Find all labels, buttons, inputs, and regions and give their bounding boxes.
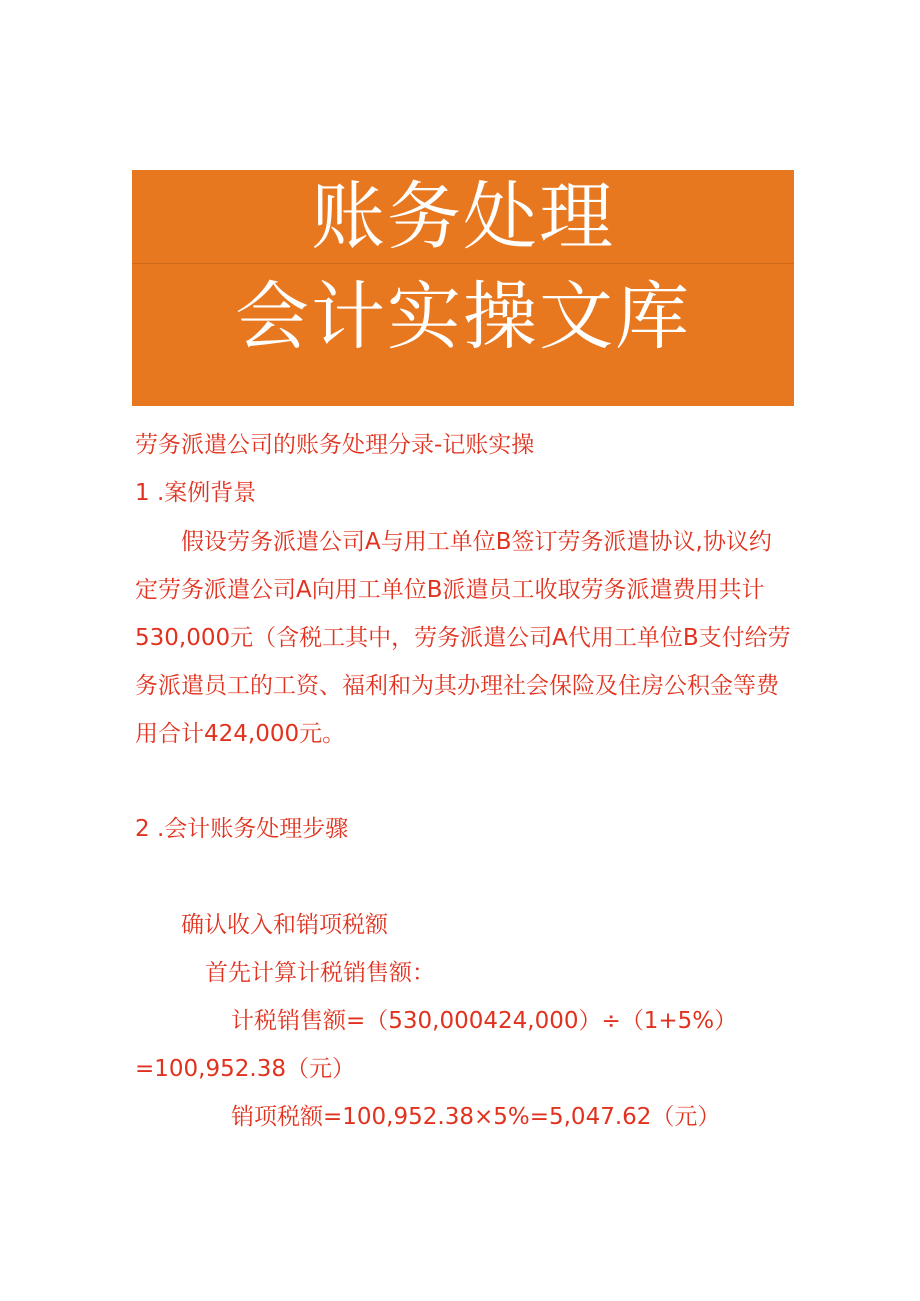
section1-heading: 1 .案例背景 <box>135 480 257 506</box>
paragraph-line-3: 530,000元（含税工其中，劳务派遣公司A代用工单位B支付给劳 <box>135 625 791 651</box>
section2-subheading: 确认收入和销项税额 <box>181 912 388 938</box>
formula-taxable-sales-result: =100,952.38（元） <box>135 1056 355 1082</box>
formula-taxable-sales: 计税销售额=（530,000424,000）÷（1+5%） <box>231 1008 738 1034</box>
section2-heading: 2 .会计账务处理步骤 <box>135 816 349 842</box>
paragraph-line-4: 务派遣员工的工资、福利和为其办理社会保险及住房公积金等费 <box>135 673 779 699</box>
banner-divider <box>132 263 794 264</box>
banner-title-line1: 账务处理 <box>311 174 615 260</box>
paragraph-line-1: 假设劳务派遣公司A与用工单位B签订劳务派遣协议,协议约 <box>181 529 772 555</box>
banner-title-line2: 会计实操文库 <box>235 274 691 360</box>
formula-output-tax: 销项税额=100,952.38×5%=5,047.62（元） <box>231 1104 721 1130</box>
paragraph-line-5: 用合计424,000元。 <box>135 721 346 747</box>
step-intro: 首先计算计税销售额： <box>205 960 435 986</box>
section1-paragraph <box>135 518 791 758</box>
document-title: 劳务派遣公司的账务处理分录-记账实操 <box>135 432 535 458</box>
paragraph-line-2: 定劳务派遣公司A向用工单位B派遣员工收取劳务派遣费用共计 <box>135 577 765 603</box>
title-banner <box>132 170 794 406</box>
